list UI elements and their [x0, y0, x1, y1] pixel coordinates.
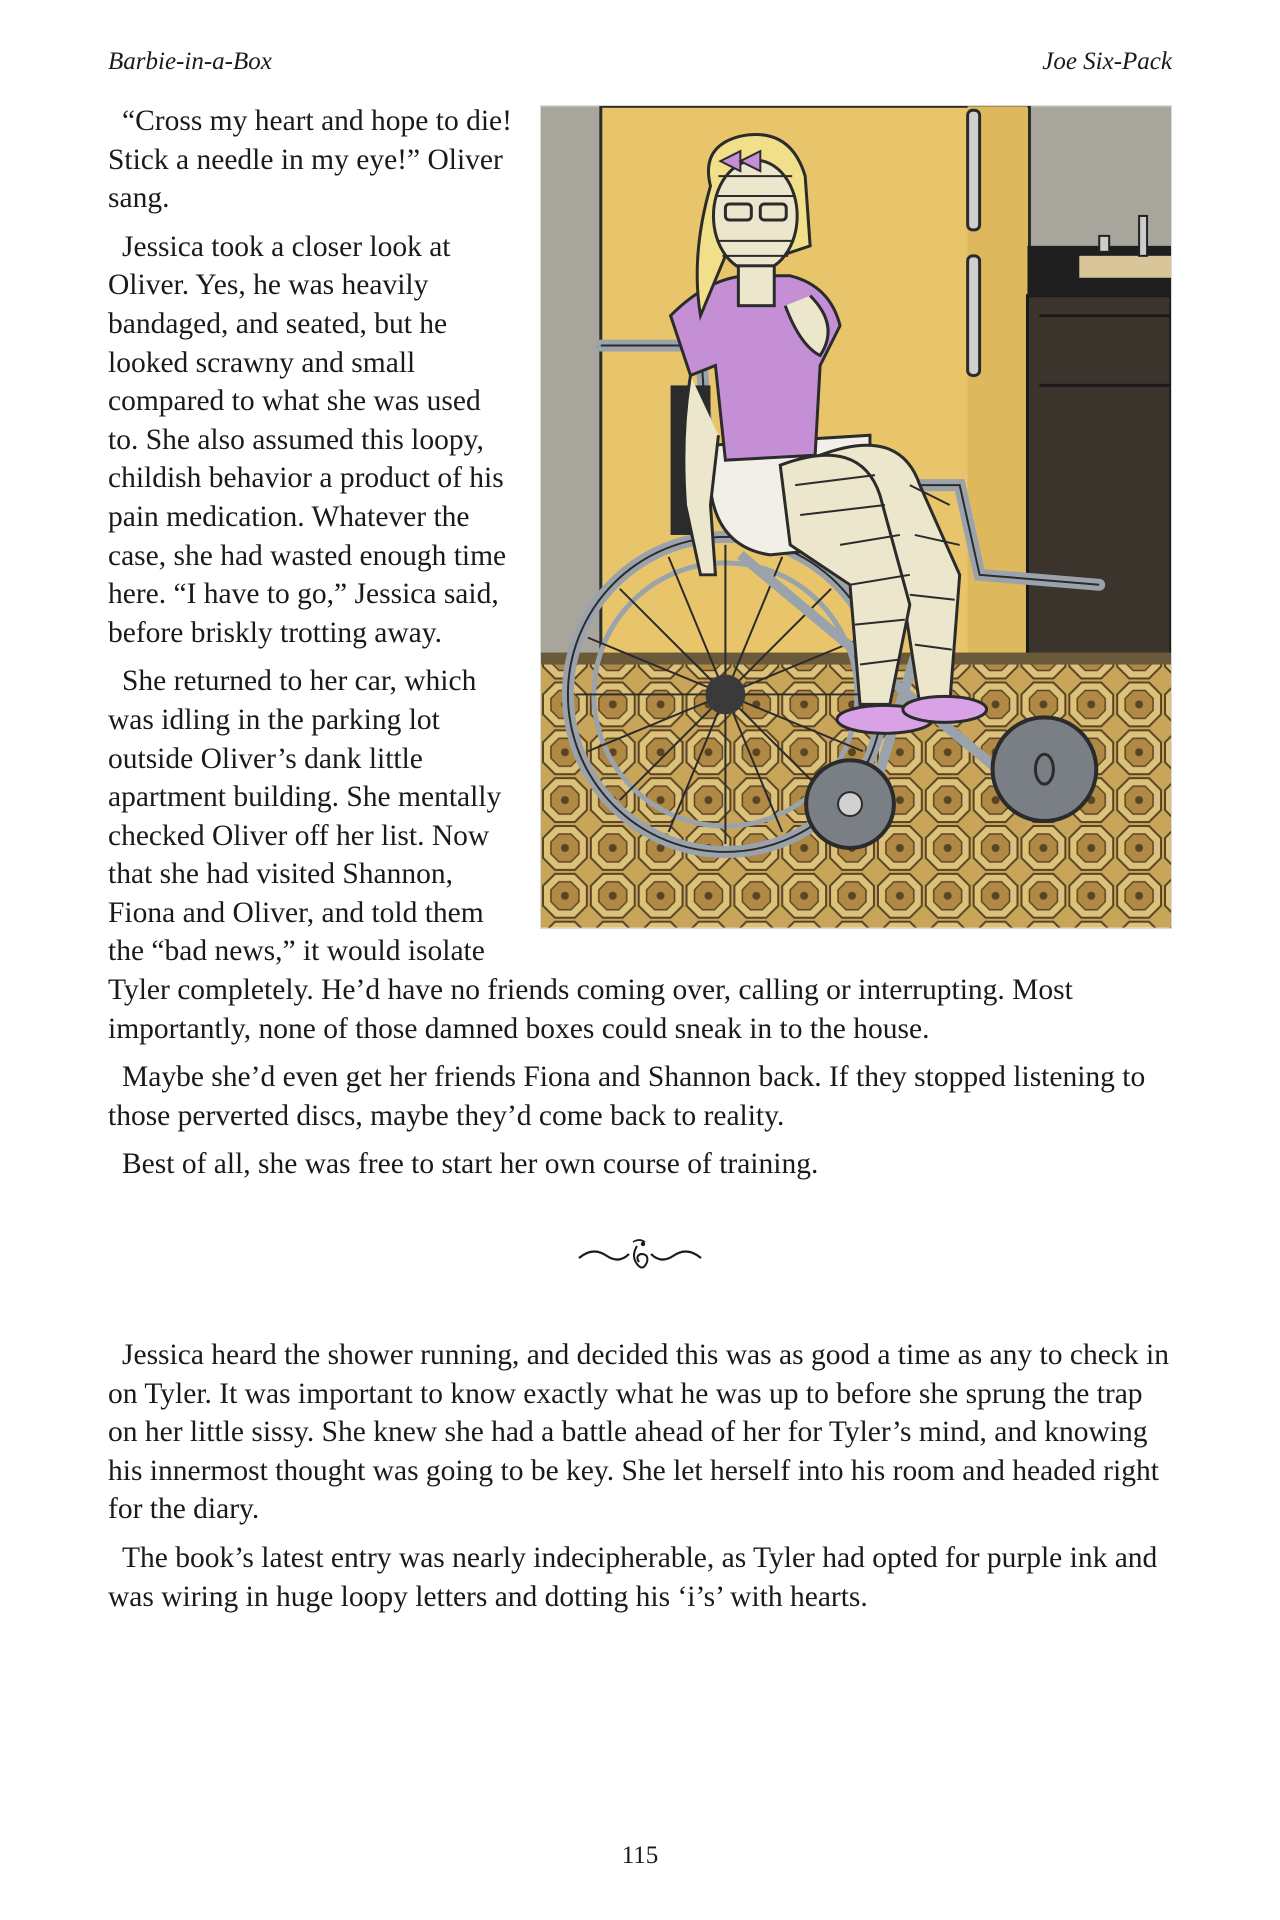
page-body — [108, 102, 1172, 1626]
paragraph-6: Jessica heard the shower running, and decided this was as good a time as any to check in on Tyler. It was important to know exactly what he was up to before she sprung the trap on her little sissy. She knew she had a battle ahead of her for Tyler’s mind, and knowing his innermost thought was going to be key. She let herself into his room and headed right for the diary. — [108, 1339, 1169, 1526]
header-book-title: Barbie-in-a-Box — [108, 48, 272, 75]
illustration-woman-in-wheelchair — [540, 105, 1172, 929]
paragraph-5: Best of all, she was free to start her own course of training. — [122, 1148, 819, 1181]
illustration-svg — [541, 106, 1171, 928]
running-header — [108, 48, 1172, 84]
flourish-icon — [575, 1236, 705, 1276]
page-number: 115 — [621, 1842, 659, 1869]
paragraph-2: Jessica took a closer look at Oliver. Yes, he was heavily bandaged, and seated, but he looked scrawny and small compared to what she was used to. She also assumed this loopy, childish behavior a product of his pain medication. Whatever the case, she had wasted enough time here. “I have to go,” Jessica said, before briskly trotting away. — [108, 230, 507, 649]
paragraph-1: “Cross my heart and hope to die! Stick a needle in my eye!” Oliver sang. — [108, 105, 512, 215]
paragraph-3: She returned to her car, which was idling in the parking lot outside Oliver’s dank little apartment building. She mentally checked Oliver off her list. Now that she had visited Shannon, Fiona and Oliver, and told them the “bad news,” it would isolate Tyler completely. He’d have no friends coming over, calling or interrupting. Most importantly, none of those damned boxes could sneak in to the house. — [108, 665, 1073, 1045]
paragraph-7: The book’s latest entry was nearly indecipherable, as Tyler had opted for purple ink and was wiring in huge loopy letters and dotting his ‘i’s’ with hearts. — [108, 1542, 1158, 1613]
header-author: Joe Six-Pack — [1042, 48, 1172, 75]
section-break-ornament — [108, 1236, 1172, 1276]
paragraph-4: Maybe she’d even get her friends Fiona and Shannon back. If they stopped listening to those perverted discs, maybe they’d come back to reality. — [108, 1061, 1146, 1132]
cabinet — [1027, 296, 1171, 665]
